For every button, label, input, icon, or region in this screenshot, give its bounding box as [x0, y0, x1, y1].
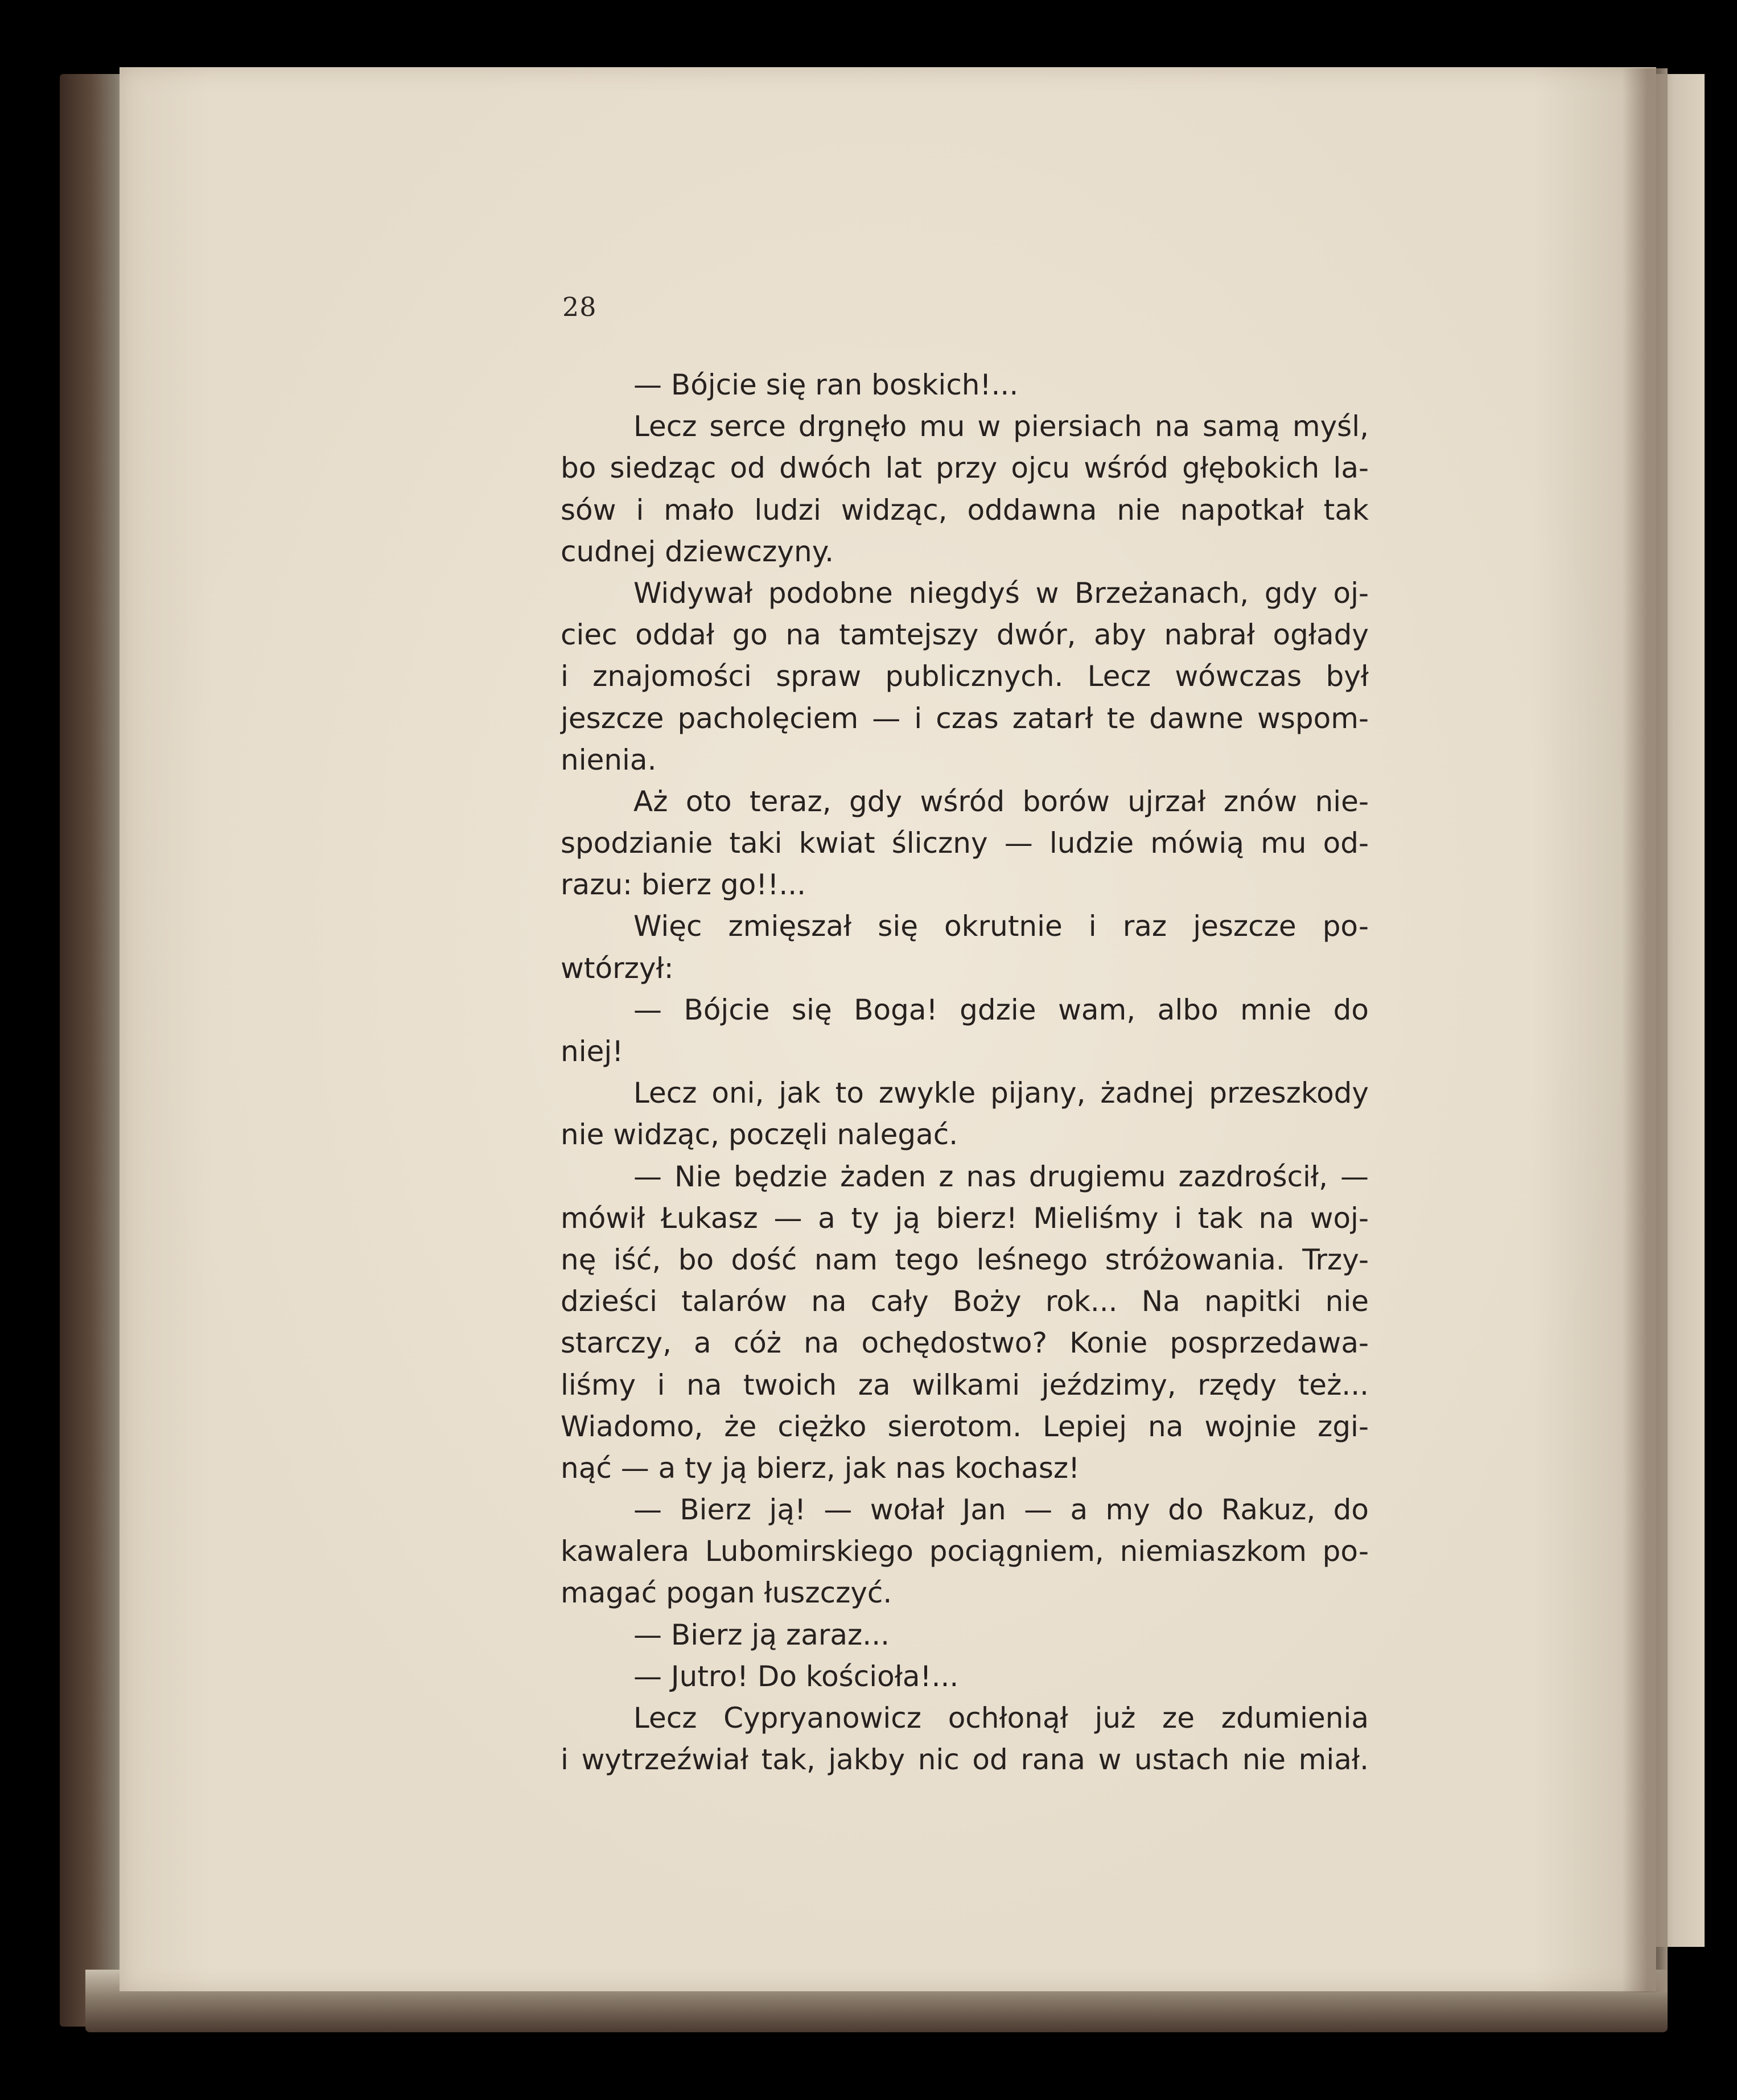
text-line: magać pogan łuszczyć. [561, 1576, 892, 1610]
text-line: — Nie będzie żaden z nas drugiemu zazdrościł, — [633, 1160, 1369, 1193]
text-line: Widywał podobne niegdyś w Brzeżanach, gdy oj- [633, 576, 1369, 610]
text-line: cudnej dziewczyny. [561, 535, 834, 568]
text-line: i znajomości spraw publicznych. Lecz wówczas był [561, 660, 1369, 693]
text-line: — Bierz ją! — wołał Jan — a my do Rakuz, do [633, 1493, 1369, 1527]
text-line: i wytrzeźwiał tak, jakby nic od rana w ustach nie miał. [561, 1743, 1369, 1777]
text-line: nie widząc, poczęli nalegać. [561, 1118, 958, 1152]
text-line: nienia. [561, 743, 657, 776]
text-line: starczy, a cóż na ochędostwo? Konie posprzedawa- [561, 1326, 1369, 1360]
text-line: nąć — a ty ją bierz, jak nas kochasz! [561, 1451, 1080, 1485]
text-line: Więc zmięszał się okrutnie i raz jeszcze po- [633, 910, 1369, 943]
text-line: ciec oddał go na tamtejszy dwór, aby nabrał ogłady [561, 618, 1369, 652]
text-line: — Bierz ją zaraz... [633, 1618, 890, 1651]
text-line: Lecz Cypryanowicz ochłonął już ze zdumienia [633, 1702, 1369, 1735]
text-line: Lecz oni, jak to zwykle pijany, żadnej przeszkody [633, 1076, 1369, 1110]
text-line: Wiadomo, że ciężko sierotom. Lepiej na wojnie zgi- [561, 1409, 1369, 1443]
text-line: razu: bierz go!!... [561, 868, 806, 902]
text-line: jeszcze pacholęciem — i czas zatarł te dawne wspom- [561, 701, 1369, 735]
page-number: 28 [562, 291, 597, 322]
text-line: sów i mało ludzi widząc, oddawna nie napotkał tak [561, 493, 1369, 527]
text-line: liśmy i na twoich za wilkami jeździmy, rzędy też... [561, 1368, 1369, 1402]
page-gutter-shadow [1622, 68, 1668, 1992]
text-line: Lecz serce drgnęło mu w piersiach na samą myśl, [633, 410, 1369, 443]
text-line: Aż oto teraz, gdy wśród borów ujrzał znów nie- [633, 784, 1369, 818]
body-text [561, 364, 1369, 1781]
text-line: nę iść, bo dość nam tego leśnego stróżowania. Trzy- [561, 1243, 1369, 1276]
text-line: dzieści talarów na cały Boży rok... Na napitki nie [561, 1285, 1369, 1318]
text-line: mówił Łukasz — a ty ją bierz! Mieliśmy i tak na woj- [561, 1201, 1369, 1235]
text-line: — Bójcie się ran boskich!... [633, 368, 1019, 401]
text-line: spodzianie taki kwiat śliczny — ludzie mówią mu od- [561, 827, 1369, 860]
text-line: bo siedząc od dwóch lat przy ojcu wśród głębokich la- [561, 451, 1369, 485]
text-line: — Jutro! Do kościoła!... [633, 1659, 959, 1693]
text-line: kawalera Lubomirskiego pociągniem, niemiaszkom po- [561, 1535, 1369, 1568]
text-line: wtórzył: [561, 951, 674, 985]
text-line: niej! [561, 1035, 624, 1068]
text-line: — Bójcie się Boga! gdzie wam, albo mnie do [633, 993, 1369, 1026]
